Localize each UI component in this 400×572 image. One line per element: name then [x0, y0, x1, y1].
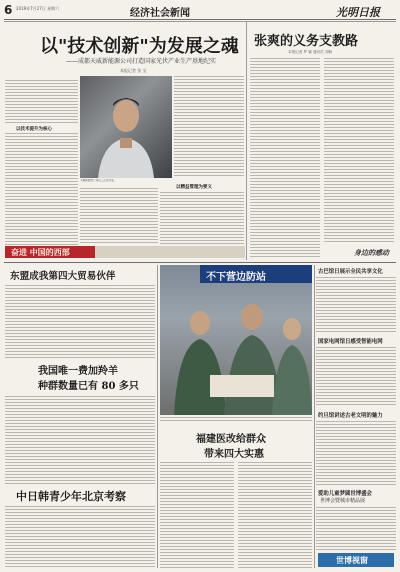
- rhs-text-b: [324, 58, 394, 244]
- lead-text-col2b: [80, 188, 158, 245]
- right-h2: 国家电网馆日感受智能电网: [318, 339, 383, 345]
- alliance-title: 东盟成我第四大贸易伙伴: [10, 271, 116, 282]
- rhs-lead-byline: 本报记者 罗 颖 通讯员 刘畅: [288, 50, 333, 54]
- section-divider: [4, 262, 396, 263]
- lead-photo: [80, 76, 172, 178]
- center-photo: [160, 265, 312, 415]
- youth-text: [5, 506, 155, 568]
- right-h3: 约旦馆讲述古老文明的魅力: [318, 413, 383, 419]
- right-news-column: [316, 265, 396, 570]
- right-h1: 古巴馆日展示全民共享文化: [318, 269, 383, 275]
- masthead: [4, 3, 396, 19]
- west-banner: [5, 246, 245, 258]
- lead-subtitle: ——成都天威新能源公司打造国家光伏产业生产基地纪实: [66, 58, 217, 65]
- lead-text-col1: [5, 80, 78, 124]
- right-h4: 爱助儿童梦圆世博盛会: [318, 491, 372, 497]
- fujian-title-line1: 福建医改给群众: [196, 434, 266, 445]
- fujian-text-a: [160, 462, 234, 568]
- right-h5: 世博会暨城市精品展: [320, 498, 366, 504]
- right-text-3: [316, 421, 396, 485]
- worker-figure: [80, 76, 172, 178]
- right-text-1: [316, 277, 396, 333]
- newspaper-logo: 光明日报: [336, 6, 380, 19]
- page-number: 6: [4, 3, 13, 17]
- rhs-text-a: [250, 58, 320, 258]
- relay-title-line1: 我国唯一费加羚羊: [38, 366, 118, 377]
- col-separator-2: [314, 265, 315, 568]
- fujian-title-line2: 带来四大实惠: [204, 449, 264, 460]
- expo-window-logo-text: 世博视窗: [336, 555, 368, 565]
- west-banner-text: 奋进 中国的西部: [11, 247, 70, 257]
- officers-figures: [160, 265, 312, 415]
- relay-text: [5, 396, 155, 484]
- right-text-2: [316, 347, 396, 407]
- center-photo-sign-board: [200, 265, 312, 283]
- center-photo-caption: [160, 417, 312, 423]
- lead-subhead-1: 以技术提升为核心: [16, 127, 52, 132]
- fujian-text-b: [238, 462, 312, 568]
- center-photo-sign-text: 不下营边防站: [206, 272, 266, 283]
- lead-title: 以"技术创新"为发展之魂: [40, 36, 239, 57]
- lead-photo-caption: 天威新能源公司员工正在作业。: [80, 179, 117, 182]
- right-text-4: [316, 507, 396, 551]
- lead-text-col3b: [160, 192, 244, 245]
- rhs-box-label: 身边的感动: [354, 248, 389, 257]
- issue-date: 2019年7月27日 星期六: [16, 6, 60, 11]
- section-name: 经济社会新闻: [130, 8, 190, 19]
- col-separator-1: [157, 265, 158, 568]
- masthead-rule: [4, 19, 396, 20]
- alliance-text: [5, 285, 155, 359]
- youth-title: 中日韩青少年北京考察: [16, 490, 126, 503]
- relay-title-line2: 种群数量已有 80 多只: [38, 381, 139, 392]
- lead-text-col3: [174, 76, 244, 176]
- lead-subhead-2: 以精益管理为要义: [176, 185, 212, 190]
- expo-window-logo: [318, 553, 394, 567]
- lead-byline: 本报记者 张 宝: [120, 68, 147, 73]
- rhs-lead-column: [248, 22, 396, 262]
- rhs-lead-title: 张爽的义务支教路: [254, 34, 359, 49]
- lead-text-col1b: [5, 133, 78, 245]
- col-separator-top: [246, 22, 247, 260]
